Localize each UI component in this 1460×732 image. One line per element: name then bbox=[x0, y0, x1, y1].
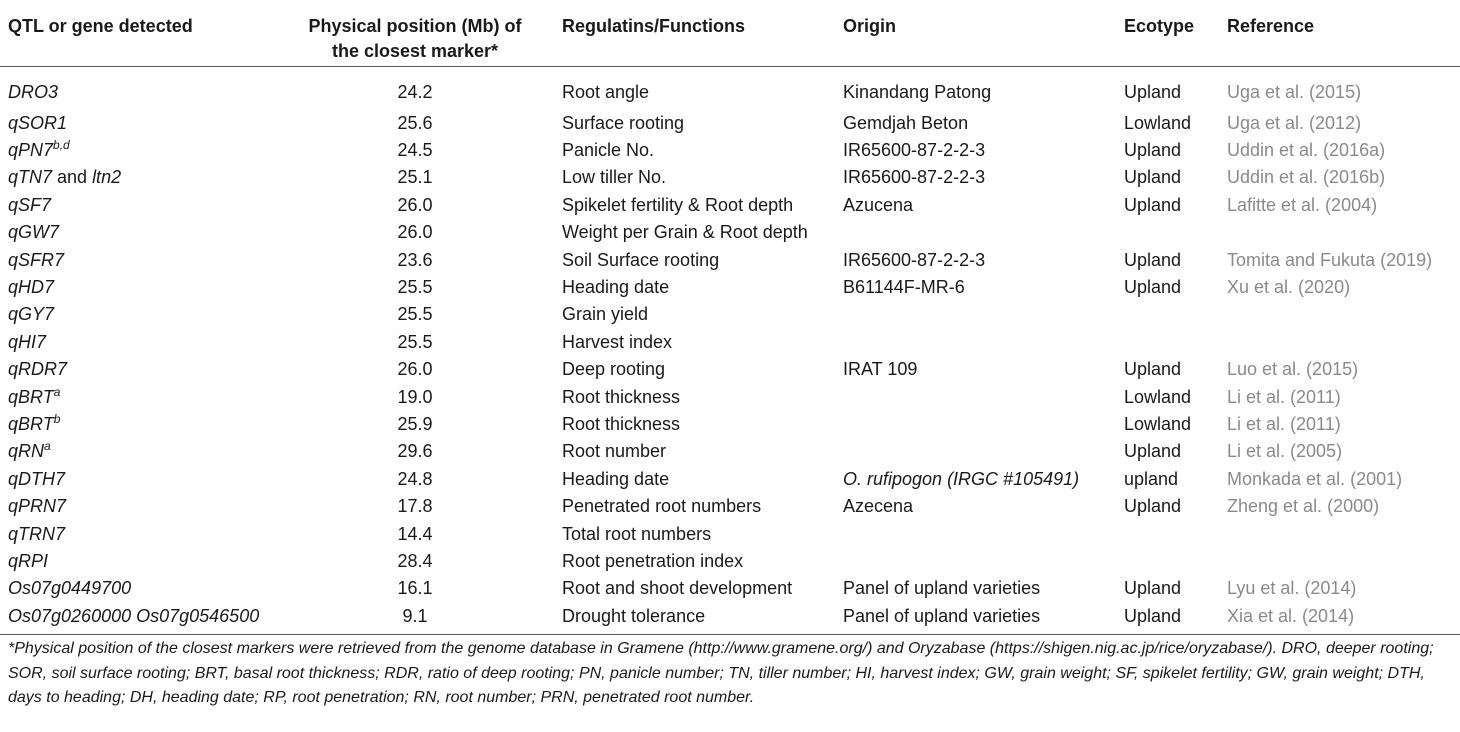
cell-function: Spikelet fertility & Root depth bbox=[562, 194, 794, 215]
cell-ecotype: Upland bbox=[1124, 140, 1182, 161]
qtl-name: qBRT bbox=[8, 413, 54, 434]
cell-position: 17.8 bbox=[397, 496, 433, 517]
qtl-name: qRPI bbox=[8, 550, 49, 571]
cell-function: Panicle No. bbox=[562, 140, 655, 161]
cell-ecotype bbox=[1113, 548, 1216, 575]
cell-ecotype: Upland bbox=[1113, 603, 1216, 635]
table-row bbox=[0, 164, 1460, 191]
header-position bbox=[290, 0, 540, 66]
cell-origin bbox=[832, 301, 1113, 328]
qtl-name: qRN bbox=[8, 441, 45, 462]
cell-reference: Lyu et al. (2014) bbox=[1227, 578, 1357, 599]
cell-qtl bbox=[0, 575, 290, 602]
cell-origin: IR65600-87-2-2-3 bbox=[843, 167, 986, 188]
cell-origin: O. rufipogon (IRGC #105491) bbox=[843, 468, 1080, 489]
header-function: Regulatins/Functions bbox=[540, 0, 832, 66]
cell-origin bbox=[832, 329, 1113, 356]
cell-function: Low tiller No. bbox=[562, 167, 667, 188]
cell-qtl bbox=[0, 137, 290, 164]
cell-qtl bbox=[0, 164, 290, 191]
qtl-name: qSF7 bbox=[8, 194, 52, 215]
qtl-name: qHI7 bbox=[8, 331, 47, 352]
cell-function: Root penetration index bbox=[562, 550, 744, 571]
cell-qtl bbox=[0, 548, 290, 575]
cell-reference: Uddin et al. (2016b) bbox=[1227, 167, 1386, 188]
cell-qtl bbox=[0, 274, 290, 301]
cell-reference: Li et al. (2011) bbox=[1227, 413, 1341, 434]
cell-reference: Xu et al. (2020) bbox=[1227, 277, 1351, 298]
table-body bbox=[0, 66, 1460, 634]
cell-origin bbox=[832, 520, 1113, 547]
table-row bbox=[0, 411, 1460, 438]
cell-function: Weight per Grain & Root depth bbox=[562, 222, 808, 243]
qtl-and-word: and bbox=[57, 167, 88, 188]
table-row bbox=[0, 301, 1460, 328]
cell-function: Drought tolerance bbox=[540, 603, 832, 635]
cell-qtl bbox=[0, 356, 290, 383]
cell-origin: Azucena bbox=[843, 194, 914, 215]
cell-ecotype bbox=[1113, 329, 1216, 356]
cell-function: Penetrated root numbers bbox=[562, 496, 762, 517]
table-row bbox=[0, 66, 1460, 110]
qtl-name: qGW7 bbox=[8, 222, 60, 243]
table-row bbox=[0, 246, 1460, 273]
cell-ecotype: Upland bbox=[1124, 81, 1182, 102]
cell-position: 26.0 bbox=[397, 222, 433, 243]
cell-ecotype: Upland bbox=[1124, 249, 1182, 270]
cell-ecotype: Upland bbox=[1124, 167, 1182, 188]
cell-origin: Gemdjah Beton bbox=[843, 112, 969, 133]
cell-position: 25.6 bbox=[397, 112, 433, 133]
cell-ecotype: Upland bbox=[1124, 194, 1182, 215]
qtl-name: Os07g0260000 Os07g0546500 bbox=[8, 605, 260, 626]
cell-position: 24.8 bbox=[397, 468, 433, 489]
cell-ecotype: Upland bbox=[1124, 496, 1182, 517]
cell-qtl bbox=[0, 219, 290, 246]
qtl-name: DRO3 bbox=[8, 81, 59, 102]
header-qtl: QTL or gene detected bbox=[0, 0, 290, 66]
cell-ecotype: Lowland bbox=[1124, 386, 1192, 407]
cell-origin bbox=[832, 411, 1113, 438]
cell-origin bbox=[832, 438, 1113, 465]
cell-qtl bbox=[0, 110, 290, 137]
cell-origin bbox=[832, 383, 1113, 410]
cell-reference: Lafitte et al. (2004) bbox=[1227, 194, 1378, 215]
cell-origin: Azecena bbox=[843, 496, 914, 517]
cell-position: 25.5 bbox=[397, 331, 433, 352]
header-position-line1: Physical position (Mb) of bbox=[308, 16, 522, 36]
cell-reference bbox=[1216, 219, 1460, 246]
cell-reference: Li et al. (2011) bbox=[1227, 386, 1341, 407]
table-row bbox=[0, 110, 1460, 137]
cell-function: Heading date bbox=[562, 468, 670, 489]
qtl-superscript: a bbox=[53, 384, 61, 399]
cell-qtl bbox=[0, 493, 290, 520]
cell-position: 25.1 bbox=[397, 167, 433, 188]
cell-position: 25.9 bbox=[397, 413, 433, 434]
table-row bbox=[0, 493, 1460, 520]
table-row bbox=[0, 383, 1460, 410]
qtl-name: qRDR7 bbox=[8, 359, 68, 380]
cell-function: Root and shoot development bbox=[562, 578, 793, 599]
cell-qtl bbox=[0, 411, 290, 438]
cell-position: 28.4 bbox=[397, 550, 433, 571]
cell-function: Root angle bbox=[562, 81, 650, 102]
table-header bbox=[0, 0, 1460, 66]
qtl-name: qPN7 bbox=[8, 140, 54, 161]
header-reference: Reference bbox=[1216, 0, 1460, 66]
cell-function: Deep rooting bbox=[562, 359, 666, 380]
cell-function: Surface rooting bbox=[562, 112, 685, 133]
cell-function: Soil Surface rooting bbox=[562, 249, 720, 270]
cell-origin bbox=[832, 548, 1113, 575]
cell-ecotype: Lowland bbox=[1124, 112, 1192, 133]
cell-ecotype: Lowland bbox=[1124, 413, 1192, 434]
cell-reference: Monkada et al. (2001) bbox=[1227, 468, 1403, 489]
cell-reference: Xia et al. (2014) bbox=[1216, 603, 1460, 635]
cell-origin: Kinandang Patong bbox=[843, 81, 992, 102]
qtl-name: Os07g0449700 bbox=[8, 578, 132, 599]
table-row bbox=[0, 274, 1460, 301]
cell-position: 9.1 bbox=[290, 603, 540, 635]
cell-reference: Tomita and Fukuta (2019) bbox=[1227, 249, 1433, 270]
cell-function: Heading date bbox=[562, 277, 670, 298]
cell-qtl bbox=[0, 246, 290, 273]
cell-qtl bbox=[0, 301, 290, 328]
qtl-name: qGY7 bbox=[8, 304, 55, 325]
cell-reference: Uddin et al. (2016a) bbox=[1227, 140, 1386, 161]
qtl-name: qBRT bbox=[8, 386, 54, 407]
cell-qtl bbox=[0, 466, 290, 493]
table-row bbox=[0, 137, 1460, 164]
cell-qtl bbox=[0, 603, 290, 635]
cell-function: Root thickness bbox=[562, 413, 681, 434]
cell-position: 25.5 bbox=[397, 277, 433, 298]
table-row bbox=[0, 520, 1460, 547]
header-position-line2: the closest marker* bbox=[331, 41, 499, 61]
qtl-superscript: a bbox=[44, 439, 51, 454]
cell-reference bbox=[1216, 329, 1460, 356]
cell-position: 16.1 bbox=[397, 578, 433, 599]
cell-function: Grain yield bbox=[562, 304, 649, 325]
cell-origin: IRAT 109 bbox=[843, 359, 918, 380]
cell-ecotype bbox=[1113, 219, 1216, 246]
table-row bbox=[0, 356, 1460, 383]
header-ecotype: Ecotype bbox=[1113, 0, 1216, 66]
cell-position: 26.0 bbox=[397, 194, 433, 215]
cell-ecotype: Upland bbox=[1124, 578, 1182, 599]
cell-qtl bbox=[0, 383, 290, 410]
qtl-name: qSOR1 bbox=[8, 112, 68, 133]
cell-position: 24.5 bbox=[397, 140, 433, 161]
cell-qtl bbox=[0, 520, 290, 547]
table-row bbox=[0, 438, 1460, 465]
cell-position: 23.6 bbox=[397, 249, 433, 270]
qtl-name: qSFR7 bbox=[8, 249, 65, 270]
cell-reference bbox=[1216, 520, 1460, 547]
cell-function: Harvest index bbox=[562, 331, 673, 352]
cell-qtl bbox=[0, 329, 290, 356]
cell-position: 19.0 bbox=[397, 386, 433, 407]
cell-reference bbox=[1216, 548, 1460, 575]
cell-origin: IR65600-87-2-2-3 bbox=[843, 249, 986, 270]
qtl-superscript: b,d bbox=[53, 138, 70, 153]
qtl-second-name: ltn2 bbox=[92, 167, 122, 188]
qtl-superscript: b bbox=[53, 411, 61, 426]
cell-origin: B61144F-MR-6 bbox=[843, 277, 965, 298]
table-row bbox=[0, 466, 1460, 493]
qtl-name: qTRN7 bbox=[8, 523, 66, 544]
cell-qtl bbox=[0, 192, 290, 219]
cell-reference: Li et al. (2005) bbox=[1227, 441, 1343, 462]
qtl-name: qTN7 bbox=[8, 167, 53, 188]
cell-reference: Luo et al. (2015) bbox=[1227, 359, 1359, 380]
cell-origin: Panel of upland varieties bbox=[832, 603, 1113, 635]
cell-qtl bbox=[0, 66, 290, 110]
cell-position: 29.6 bbox=[397, 441, 433, 462]
cell-function: Total root numbers bbox=[562, 523, 712, 544]
header-origin: Origin bbox=[832, 0, 1113, 66]
cell-reference bbox=[1216, 301, 1460, 328]
cell-ecotype: Upland bbox=[1124, 441, 1182, 462]
cell-position: 26.0 bbox=[397, 359, 433, 380]
cell-origin: IR65600-87-2-2-3 bbox=[843, 140, 986, 161]
cell-function: Root thickness bbox=[562, 386, 681, 407]
cell-origin bbox=[832, 219, 1113, 246]
qtl-name: qPRN7 bbox=[8, 496, 67, 517]
table-row bbox=[0, 603, 1460, 635]
cell-qtl bbox=[0, 438, 290, 465]
qtl-name: qHD7 bbox=[8, 277, 55, 298]
cell-reference: Uga et al. (2012) bbox=[1227, 112, 1362, 133]
cell-ecotype: upland bbox=[1124, 468, 1179, 489]
cell-ecotype bbox=[1113, 301, 1216, 328]
table-row bbox=[0, 192, 1460, 219]
cell-ecotype bbox=[1113, 520, 1216, 547]
cell-reference: Zheng et al. (2000) bbox=[1227, 496, 1380, 517]
cell-reference: Uga et al. (2015) bbox=[1227, 81, 1362, 102]
table-row bbox=[0, 219, 1460, 246]
cell-ecotype: Upland bbox=[1124, 277, 1182, 298]
table-footnote: *Physical position of the closest markers were retrieved from the genome database in Gramene (http://www.gramene.org/) and Oryzabase (https://shigen.nig.ac.jp/rice/oryzabase/). DRO, deeper rooting; SOR, soil surface rooting; BRT, basal root thickness; RDR, ratio of deep rooting; PN, panicle number; TN, tiller number; HI, harvest index; GW, grain weight; SF, spikelet fertility; GW, grain weight; DTH, days to heading; DH, heading date; RP, root penetration; RN, root number; PRN, penetrated root number. bbox=[8, 640, 1434, 706]
cell-position: 24.2 bbox=[397, 81, 433, 102]
cell-position: 25.5 bbox=[397, 304, 433, 325]
cell-function: Root number bbox=[562, 441, 667, 462]
cell-ecotype: Upland bbox=[1124, 359, 1182, 380]
table-row bbox=[0, 329, 1460, 356]
cell-position: 14.4 bbox=[397, 523, 433, 544]
table-row bbox=[0, 548, 1460, 575]
cell-origin: Panel of upland varieties bbox=[843, 578, 1041, 599]
qtl-name: qDTH7 bbox=[8, 468, 66, 489]
table-row bbox=[0, 575, 1460, 602]
